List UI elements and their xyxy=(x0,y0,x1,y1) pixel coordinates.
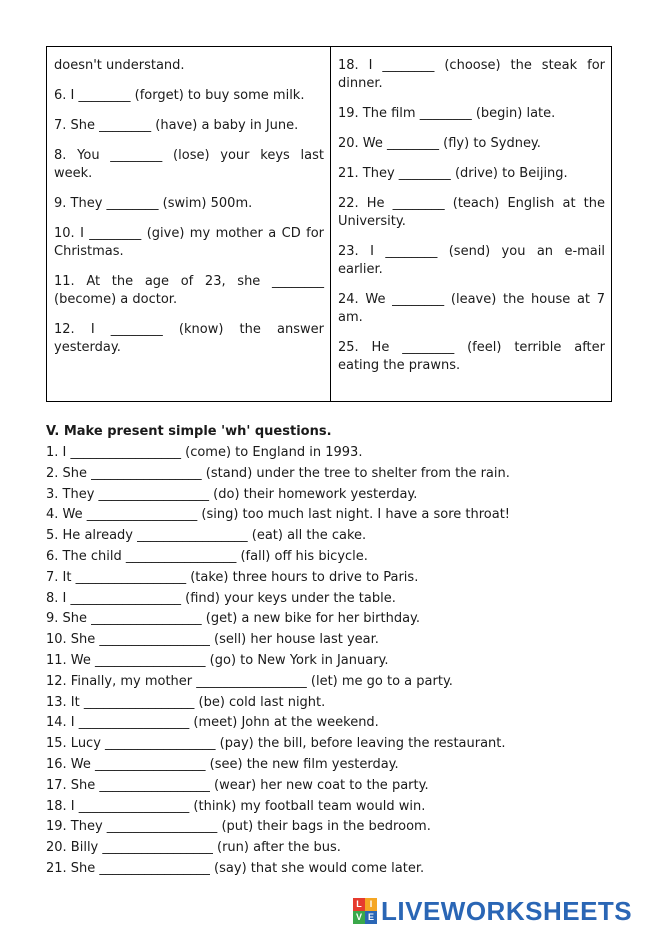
question-item: 19. They _________________ (put) their bags in the bedroom. xyxy=(46,819,431,835)
logo-mark-letter: E xyxy=(365,911,377,924)
question-item: 12. Finally, my mother _________________ (let) me go to a party. xyxy=(46,673,453,689)
question-item: 10. She _________________ (sell) her house last year. xyxy=(46,632,379,648)
exercise-item: 11. At the age of 23, she ________ (become) a doctor. xyxy=(54,274,324,307)
question-item: 11. We _________________ (go) to New York in January. xyxy=(46,652,389,668)
exercise-item: 23. I ________ (send) you an e-mail earlier. xyxy=(338,244,605,277)
question-item: 6. The child _________________ (fall) off his bicycle. xyxy=(46,548,368,564)
question-item: 2. She _________________ (stand) under the tree to shelter from the rain. xyxy=(46,465,510,481)
question-item: 5. He already _________________ (eat) all the cake. xyxy=(46,528,367,544)
exercise-item: doesn't understand. xyxy=(54,58,185,73)
question-item: 8. I _________________ (find) your keys under the table. xyxy=(46,590,396,606)
logo-mark-letter: I xyxy=(365,898,377,911)
logo-mark-letter: V xyxy=(353,911,365,924)
liveworksheets-logo-icon xyxy=(353,898,377,924)
exercise-item: 9. They ________ (swim) 500m. xyxy=(54,196,253,211)
table-right-column xyxy=(331,47,611,401)
question-item: 14. I _________________ (meet) John at the weekend. xyxy=(46,715,379,731)
question-item: 7. It _________________ (take) three hours to drive to Paris. xyxy=(46,569,419,585)
exercise-table xyxy=(46,46,612,402)
question-item: 16. We _________________ (see) the new film yesterday. xyxy=(46,756,399,772)
exercise-item: 6. I ________ (forget) to buy some milk. xyxy=(54,88,305,103)
question-item: 17. She _________________ (wear) her new coat to the party. xyxy=(46,777,429,793)
question-item: 13. It _________________ (be) cold last night. xyxy=(46,694,326,710)
liveworksheets-logo[interactable] xyxy=(353,896,632,926)
exercise-item: 21. They ________ (drive) to Beijing. xyxy=(338,166,568,181)
exercise-item: 7. She ________ (have) a baby in June. xyxy=(54,118,299,133)
question-item: 4. We _________________ (sing) too much last night. I have a sore throat! xyxy=(46,507,511,523)
question-item: 21. She _________________ (say) that she would come later. xyxy=(46,860,425,876)
exercise-item: 8. You ________ (lose) your keys last week. xyxy=(54,148,324,181)
exercise-item: 24. We ________ (leave) the house at 7 am. xyxy=(338,292,605,325)
exercise-item: 18. I ________ (choose) the steak for dinner. xyxy=(338,58,605,91)
exercise-item: 19. The film ________ (begin) late. xyxy=(338,106,556,121)
question-item: 15. Lucy _________________ (pay) the bill, before leaving the restaurant. xyxy=(46,736,506,752)
question-item: 3. They _________________ (do) their homework yesterday. xyxy=(46,486,418,502)
table-left-column xyxy=(47,47,331,401)
question-item: 20. Billy _________________ (run) after the bus. xyxy=(46,840,341,856)
question-item: 18. I _________________ (think) my football team would win. xyxy=(46,798,426,814)
exercise-item: 25. He ________ (feel) terrible after eating the prawns. xyxy=(338,340,605,373)
question-item: 9. She _________________ (get) a new bike for her birthday. xyxy=(46,611,421,627)
exercise-item: 20. We ________ (fly) to Sydney. xyxy=(338,136,541,151)
exercise-item: 22. He ________ (teach) English at the University. xyxy=(338,196,605,229)
section-title: V. Make present simple 'wh' questions. xyxy=(46,424,332,439)
question-list xyxy=(46,444,510,881)
exercise-item: 10. I ________ (give) my mother a CD for Christmas. xyxy=(54,226,324,259)
logo-text: LIVEWORKSHEETS xyxy=(381,895,633,926)
exercise-item: 12. I ________ (know) the answer yesterday. xyxy=(54,322,324,355)
question-item: 1. I _________________ (come) to England in 1993. xyxy=(46,445,363,460)
logo-mark-letter: L xyxy=(353,898,365,911)
